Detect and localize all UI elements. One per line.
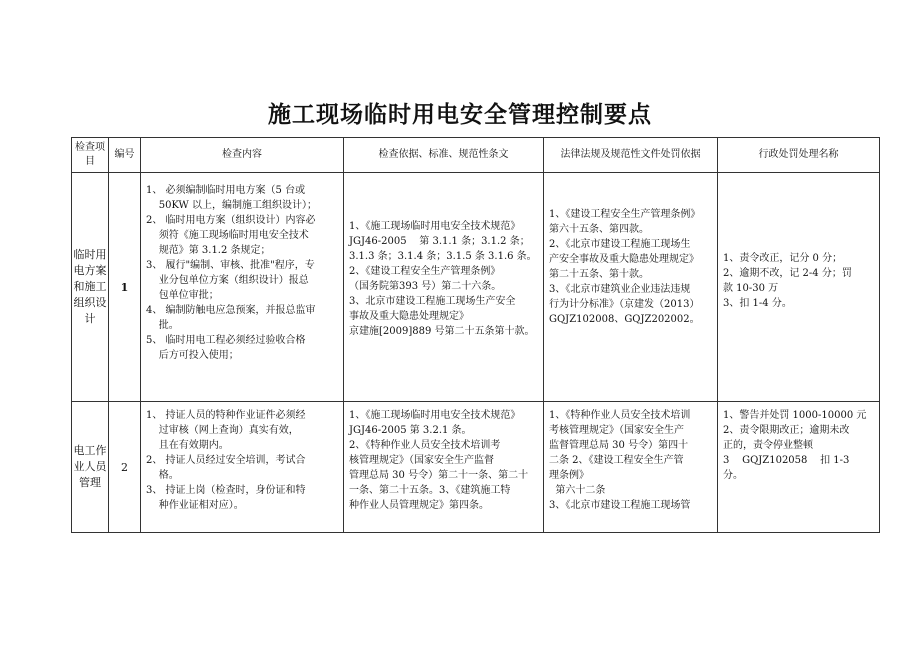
- penalty-line: 3 GQJZ102058 扣 1-3: [723, 455, 850, 466]
- basis-line: 管理总局 30 号令）第二十一条、第二十: [349, 470, 529, 481]
- table-header-row: [72, 138, 880, 173]
- penalty-line: 分。: [723, 470, 743, 481]
- basis-line: 2、《建设工程安全生产管理条例》: [349, 266, 501, 277]
- content-line: 后方可投入使用；: [146, 350, 239, 361]
- law-line: 1、《特种作业人员安全技术培训: [549, 410, 691, 421]
- law-line: 监督管理总局 30 号令）第四十: [549, 440, 689, 451]
- law-line: 行为计分标准》（京建发（2013）: [549, 299, 700, 310]
- law-line: 第二十五条、第十款。: [549, 269, 649, 280]
- basis-line: 京建施[2009]889 号第二十五条第十款。: [349, 326, 535, 337]
- row-basis: [344, 173, 544, 402]
- row-penalty: [718, 402, 880, 533]
- basis-line: 核管理规定》（国家安全生产监督: [349, 455, 494, 466]
- row-law: [544, 402, 718, 533]
- content-line: 格。: [146, 470, 179, 481]
- content-line: 2、 持证人员经过安全培训，考试合: [146, 455, 306, 466]
- basis-line: （国务院第393 号）第二十六条。: [349, 281, 502, 292]
- law-line: 二条 2、《建设工程安全生产管: [549, 455, 684, 466]
- penalty-line: 1、警告并处罚 1000-10000 元: [723, 410, 867, 421]
- law-line: 第六十五条、第四款。: [549, 224, 649, 235]
- content-line: 50KW 以上，编制施工组织设计）；: [146, 200, 318, 211]
- header-penalty: 行政处罚处理名称: [718, 138, 880, 173]
- law-line: 3、《北京市建筑业企业违法违规: [549, 284, 691, 295]
- penalty-line: 款 10-30 万: [723, 283, 779, 294]
- content-line: 批。: [146, 320, 179, 331]
- table-row: [72, 173, 880, 402]
- law-line: GQJZ102008、GQJZ202002。: [549, 314, 700, 325]
- basis-line: 2、《特种作业人员安全技术培训考: [349, 440, 501, 451]
- law-line: 1、《建设工程安全生产管理条例》: [549, 209, 701, 220]
- row-penalty: [718, 173, 880, 402]
- basis-line: JGJ46-2005 第 3.1.1 条；3.1.2 条；: [349, 236, 530, 247]
- law-line: 考核管理规定》（国家安全生产: [549, 425, 684, 436]
- basis-line: JGJ46-2005 第 3.2.1 条。: [349, 425, 472, 436]
- content-line: 种作业证相对应）。: [146, 500, 244, 511]
- penalty-line: 正的，责令停业整顿: [723, 440, 813, 451]
- content-line: 3、 履行"编制、审核、批准"程序，专: [146, 260, 315, 271]
- content-line: 5、 临时用电工程必须经过验收合格: [146, 335, 306, 346]
- header-item: 检查项目: [72, 138, 109, 173]
- row-item: 临时用电方案和施工组织设计: [72, 173, 109, 402]
- row-item: 电工作业人员管理: [72, 402, 109, 533]
- row-number: 2: [109, 402, 141, 533]
- content-line: 2、 临时用电方案（组织设计）内容必: [146, 215, 316, 226]
- law-line: 产安全事故及重大隐患处理规定》: [549, 254, 699, 265]
- content-line: 4、 编制防触电应急预案，并报总监审: [146, 305, 316, 316]
- content-line: 1、 持证人员的特种作业证件必须经: [146, 410, 306, 421]
- law-line: 3、《北京市建设工程施工现场管: [549, 500, 691, 511]
- basis-line: 一条、第二十五条。3、《建筑施工特: [349, 485, 511, 496]
- content-line: 过审核（网上查询）真实有效，: [146, 425, 299, 436]
- penalty-line: 2、逾期不改，记 2-4 分；罚: [723, 268, 852, 279]
- basis-line: 3.1.3 条；3.1.4 条；3.1.5 条 3.1.6 条。: [349, 251, 537, 262]
- content-line: 规范》第 3.1.2 条规定；: [146, 245, 271, 256]
- penalty-line: 2、责令限期改正；逾期未改: [723, 425, 850, 436]
- table-row: [72, 402, 880, 533]
- basis-line: 1、《施工现场临时用电安全技术规范》: [349, 221, 521, 232]
- content-line: 且在有效期内。: [146, 440, 229, 451]
- document-title: 施工现场临时用电安全管理控制要点: [268, 102, 652, 128]
- row-content: [141, 402, 344, 533]
- basis-line: 事故及重大隐患处理规定》: [349, 311, 469, 322]
- content-line: 3、 持证上岗（检查时，身份证和特: [146, 485, 306, 496]
- row-basis: [344, 402, 544, 533]
- control-points-table: [71, 137, 880, 533]
- header-number: 编号: [109, 138, 141, 173]
- content-line: 须符《施工现场临时用电安全技术: [146, 230, 309, 241]
- law-line: 2、《北京市建设工程施工现场生: [549, 239, 691, 250]
- basis-line: 3、北京市建设工程施工现场生产安全: [349, 296, 516, 307]
- header-content: 检查内容: [141, 138, 344, 173]
- row-law: [544, 173, 718, 402]
- row-content: [141, 173, 344, 402]
- penalty-line: 1、责令改正，记分 0 分；: [723, 253, 843, 264]
- header-basis: 检查依据、标准、规范性条文: [344, 138, 544, 173]
- basis-line: 种作业人员管理规定》第四条。: [349, 500, 489, 511]
- header-law: 法律法规及规范性文件处罚依据: [544, 138, 718, 173]
- content-line: 包单位审批；: [146, 290, 219, 301]
- basis-line: 1、《施工现场临时用电安全技术规范》: [349, 410, 521, 421]
- law-line: 理条例》: [549, 470, 589, 481]
- law-line: 第六十二条: [549, 485, 606, 496]
- content-line: 业分包单位方案（组织设计）报总: [146, 275, 309, 286]
- row-number: 1: [109, 173, 141, 402]
- penalty-line: 3、扣 1-4 分。: [723, 298, 792, 309]
- content-line: 1、 必须编制临时用电方案（5 台或: [146, 185, 306, 196]
